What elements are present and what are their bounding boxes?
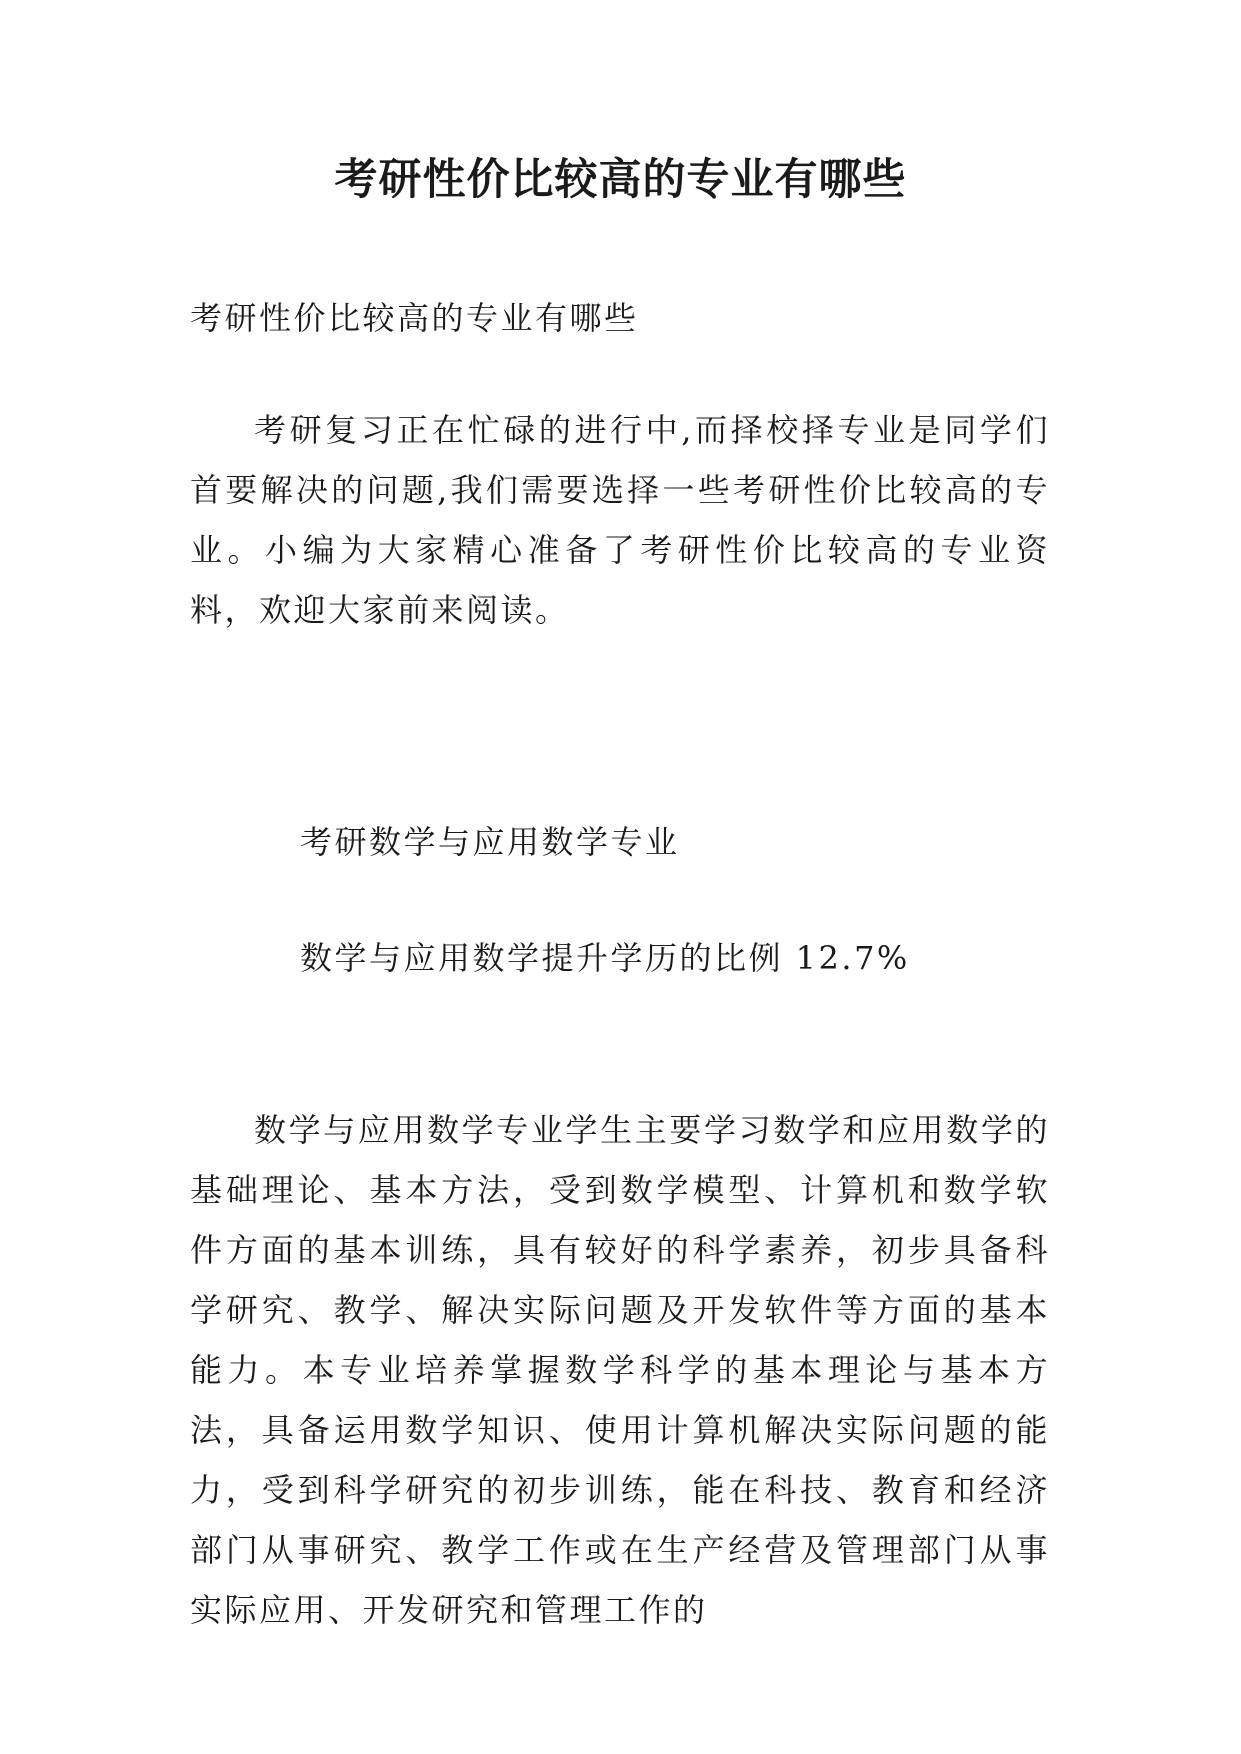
body-paragraph: 数学与应用数学专业学生主要学习数学和应用数学的基础理论、基本方法，受到数学模型、计算机和数学软件方面的基本训练，具有较好的科学素养，初步具备科学研究、教学、解决实际问题及开发软件等方面的基本能力。本专业培养掌握数学科学的基本理论与基本方法，具备运用数学知识、使用计算机解决实际问题的能力，受到科学研究的初步训练，能在科技、教育和经济部门从事研究、教学工作或在生产经营及管理部门从事实际应用、开发研究和管理工作的 — [190, 1111, 1050, 1629]
section-heading: 考研数学与应用数学专业 — [300, 823, 680, 861]
stat-line: 数学与应用数学提升学历的比例 12.7% — [300, 939, 910, 977]
intro-paragraph: 考研复习正在忙碌的进行中,而择校择专业是同学们首要解决的问题,我们需要选择一些考研性价比较高的专业。小编为大家精心准备了考研性价比较高的专业资料，欢迎大家前来阅读。 — [190, 411, 1050, 629]
document-subtitle: 考研性价比较高的专业有哪些 — [190, 299, 639, 337]
page-title: 考研性价比较高的专业有哪些 — [334, 155, 907, 205]
